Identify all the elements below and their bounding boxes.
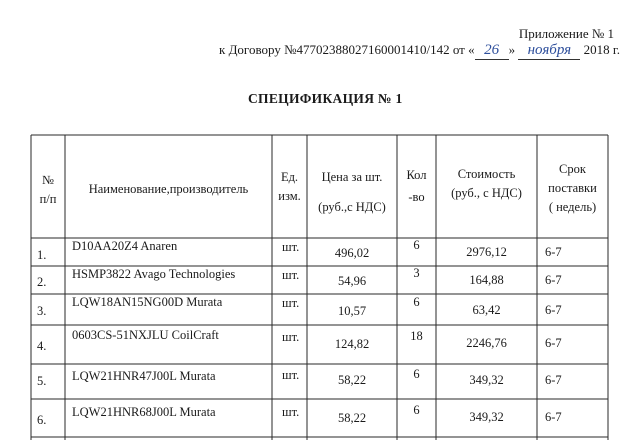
row-cost: 164,88	[469, 273, 504, 287]
row-num: 5.	[37, 374, 47, 388]
row-term: 6-7	[545, 245, 562, 259]
appendix-title: Приложение № 1	[518, 26, 614, 41]
row-term: 6-7	[545, 273, 562, 287]
row-price: 496,02	[334, 246, 370, 260]
row-term: 6-7	[545, 303, 562, 317]
row-unit: шт.	[282, 268, 300, 282]
header-name: Наименование,производитель	[88, 182, 249, 196]
contract-number: к Договору №47702388027160001410/142 от	[219, 42, 465, 57]
row-qty: 6	[413, 367, 420, 381]
header-qty: Кол -во	[406, 168, 427, 204]
row-qty: 3	[413, 266, 420, 280]
row-price: 58,22	[337, 373, 367, 387]
row-name: LQW21HNR68J00L Murata	[72, 405, 216, 419]
header-price: Цена за шт. (руб.,с НДС)	[318, 170, 386, 214]
row-cost: 2976,12	[466, 245, 507, 259]
row-unit: шт.	[282, 240, 300, 254]
row-unit: шт.	[282, 368, 300, 382]
header-num: № п/п	[39, 173, 57, 206]
row-term: 6-7	[545, 373, 562, 387]
row-cost: 349,32	[469, 410, 504, 424]
row-price: 10,57	[337, 304, 367, 318]
row-name: 0603CS-51NXJLU CoilCraft	[72, 328, 219, 342]
row-cost: 63,42	[472, 303, 501, 317]
contract-day: 26	[484, 42, 500, 58]
row-price: 58,22	[337, 411, 367, 425]
row-num: 3.	[37, 304, 47, 318]
row-qty: 18	[410, 329, 423, 343]
row-num: 4.	[37, 339, 47, 353]
row-term: 6-7	[545, 336, 562, 350]
row-unit: шт.	[282, 296, 300, 310]
row-name: LQW18AN15NG00D Murata	[72, 295, 223, 309]
header-unit: Ед. изм.	[278, 170, 301, 203]
row-price: 124,82	[334, 337, 370, 351]
row-unit: шт.	[282, 330, 300, 344]
row-cost: 2246,76	[466, 336, 507, 350]
row-unit: шт.	[282, 405, 300, 419]
row-qty: 6	[413, 295, 420, 309]
row-num: 6.	[37, 413, 47, 427]
quote-close: »	[508, 42, 516, 57]
row-name: D10AA20Z4 Anaren	[72, 239, 178, 253]
document-heading: СПЕЦИФИКАЦИЯ № 1	[248, 91, 403, 106]
row-num: 1.	[37, 248, 47, 262]
contract-month: ноября	[527, 42, 572, 58]
row-term: 6-7	[545, 410, 562, 424]
quote-open: «	[468, 42, 475, 57]
contract-year: 2018 г.	[583, 42, 620, 57]
row-price: 54,96	[337, 274, 367, 288]
row-cost: 349,32	[469, 373, 504, 387]
row-name: HSMP3822 Avago Technologies	[72, 267, 236, 281]
row-qty: 6	[413, 403, 420, 417]
row-qty: 6	[413, 238, 420, 252]
row-num: 2.	[37, 275, 47, 289]
header-term: Срок поставки ( недель)	[548, 162, 597, 214]
row-name: LQW21HNR47J00L Murata	[72, 369, 216, 383]
header-cost: Стоимость (руб., с НДС)	[451, 167, 522, 200]
